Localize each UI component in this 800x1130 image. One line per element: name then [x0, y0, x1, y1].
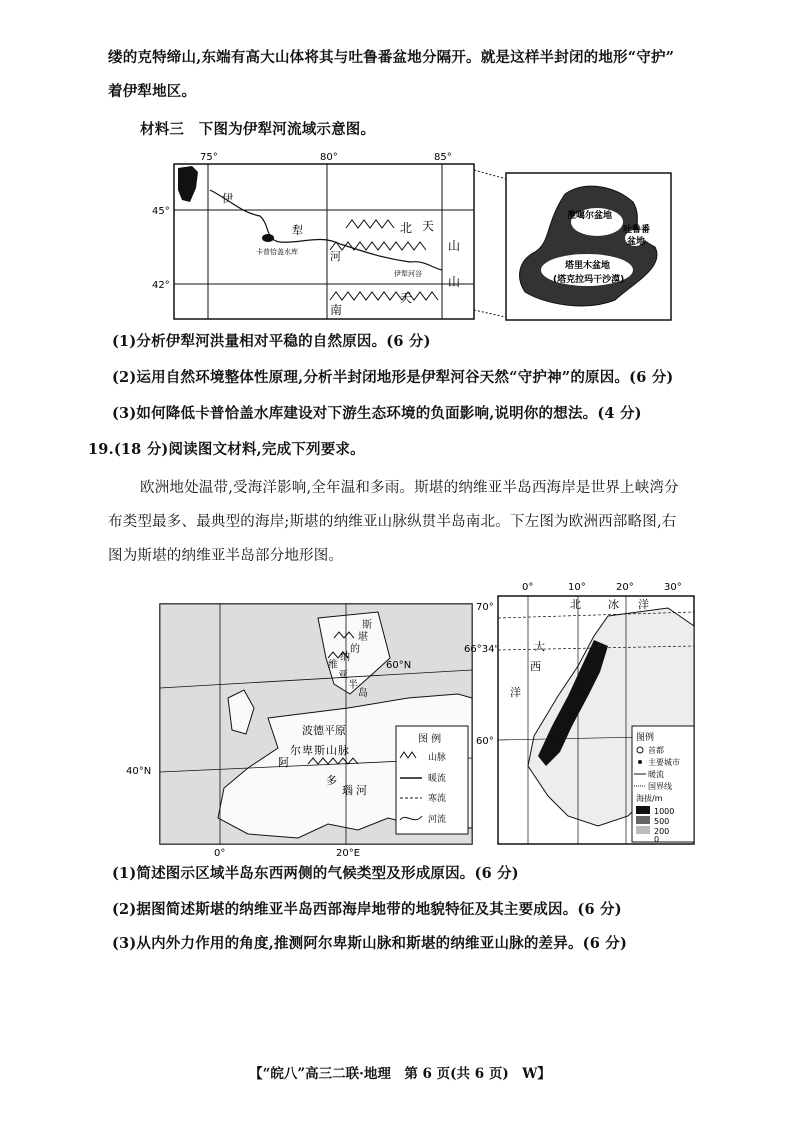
lon-0: 0°: [214, 848, 226, 859]
lat-42: 42°: [152, 280, 170, 291]
label-bei: 卑: [302, 744, 313, 757]
label-reservoir: 卡普恰盖水库: [256, 248, 298, 256]
label-bing: 冰: [608, 598, 619, 611]
q19-header: 19.(18 分)阅读图文材料,完成下列要求。: [88, 441, 365, 458]
label-junggar: 准噶尔盆地: [567, 211, 613, 221]
scandinavia-map: [464, 576, 700, 848]
label-li: 犁: [292, 224, 303, 237]
legend-mountain: 山脉: [428, 753, 447, 763]
europe-map-legend: [396, 726, 468, 834]
lon-10: 10°: [568, 582, 586, 593]
label-ya: 亚: [338, 670, 348, 681]
label-si: 斯: [362, 620, 372, 631]
lat-60: 60°: [476, 736, 494, 747]
q19-para-2: 布类型最多、最典型的海岸;斯堪的纳维亚山脉纵贯半岛南北。下左图为欧洲西部略图,右: [108, 514, 677, 530]
q19-para-1: 欧洲地处温带,受海洋影响,全年温和多雨。斯堪的纳维亚半岛西海岸是世界上峡湾分: [140, 480, 679, 496]
label-polish-plain: 波德平原: [302, 724, 346, 737]
legend-river: 河流: [428, 815, 447, 825]
label-kan: 堪: [358, 632, 368, 643]
q19-3: (3)从内外力作用的角度,推测阿尔卑斯山脉和斯堪的纳维亚山脉的差异。(6 分): [112, 935, 628, 952]
intro-line-2: 着伊犁地区。: [108, 83, 197, 100]
label-na: 纳: [340, 652, 350, 663]
label-he: 河: [330, 250, 341, 263]
q18-2: (2)运用自然环境整体性原理,分析半封闭地形是伊犁河谷天然“守护神”的原因。(6 分): [112, 369, 674, 386]
label-nao: 瑙: [342, 784, 353, 797]
western-europe-map: [128, 598, 478, 860]
elev-0: 0: [654, 835, 660, 844]
lon-30: 30°: [664, 582, 682, 593]
label-a: 阿: [278, 756, 289, 769]
label-si2: 斯: [314, 744, 325, 757]
legend-border: 国界线: [648, 782, 672, 791]
elev-swatch-500: [636, 816, 650, 824]
intro-line-1: 缕的克特缔山,东端有高大山体将其与吐鲁番盆地分隔开。就是这样半封闭的地形“守护”: [108, 49, 675, 66]
lat-70: 70°: [476, 602, 494, 613]
q18-1: (1)分析伊犁河洪量相对平稳的自然原因。(6 分): [112, 333, 431, 350]
scandinavia-legend: [632, 726, 694, 844]
label-ili-valley: 伊犁河谷: [394, 270, 422, 278]
lat-60n: 60°N: [386, 660, 412, 671]
lon-0-scan: 0°: [522, 582, 534, 593]
q19-2: (2)据图简述斯堪的纳维亚半岛西部海岸地带的地貌特征及其主要成因。(6 分): [112, 901, 622, 918]
label-he2: 河: [356, 784, 367, 797]
label-turpan: 吐鲁番: [623, 225, 651, 235]
legend-capital: 首都: [648, 746, 664, 755]
elev-1000: 1000: [654, 807, 675, 816]
legend-title-scan: 图例: [636, 733, 655, 743]
label-xi: 西: [530, 660, 541, 673]
label-da: 大: [534, 640, 545, 653]
label-shan: 山: [326, 744, 337, 757]
label-bei-ocean: 北: [570, 598, 581, 611]
label-nan: 南: [330, 303, 343, 317]
label-taklamakan: (塔克拉玛干沙漠): [553, 275, 625, 285]
label-ban: 半: [348, 680, 358, 691]
elev-swatch-1000: [636, 806, 650, 814]
legend-warm: 暖流: [428, 774, 447, 784]
label-dao: 岛: [358, 688, 368, 699]
q19-1: (1)简述图示区域半岛东西两侧的气候类型及形成原因。(6 分): [112, 865, 519, 882]
label-yang2: 洋: [510, 686, 521, 699]
lat-40n: 40°N: [126, 766, 152, 777]
q18-3: (3)如何降低卡普恰盖水库建设对下游生态环境的负面影响,说明你的想法。(4 分): [112, 405, 642, 422]
label-bei: 北: [400, 221, 413, 235]
lon-75: 75°: [200, 152, 218, 163]
lon-85: 85°: [434, 152, 452, 163]
page-footer: 【“皖八”高三二联·地理 第 6 页(共 6 页) W】: [249, 1066, 551, 1082]
lon-20: 20°: [616, 582, 634, 593]
label-tian-1: 天: [422, 219, 435, 233]
label-yi: 伊: [222, 192, 233, 205]
legend-warm-scan: 暖流: [648, 770, 664, 779]
label-tarim: 塔里木盆地: [565, 261, 611, 271]
label-mai: 脉: [338, 744, 349, 757]
legend-title: 图 例: [418, 734, 442, 745]
material3-heading: 材料三 下图为伊犁河流域示意图。: [140, 121, 376, 138]
q19-para-3: 图为斯堪的纳维亚半岛部分地形图。: [108, 548, 344, 564]
label-shan-2: 山: [448, 275, 461, 289]
lat-66-34: 66°34': [464, 644, 498, 655]
elev-swatch-200: [636, 826, 650, 834]
kapchagay-reservoir: [262, 234, 274, 242]
label-tian-2: 天: [400, 291, 413, 305]
lat-45: 45°: [152, 206, 170, 217]
elev-200: 200: [654, 827, 670, 836]
elev-500: 500: [654, 817, 670, 826]
label-wei: 维: [328, 660, 338, 671]
label-yang: 洋: [638, 598, 649, 611]
label-duo: 多: [326, 774, 337, 787]
legend-elevation: 海拔/m: [636, 794, 663, 803]
label-shan-1: 山: [448, 239, 461, 253]
lon-20e: 20°E: [336, 848, 361, 859]
lon-80: 80°: [320, 152, 338, 163]
ili-river-map: [152, 150, 490, 322]
legend-city: 主要城市: [648, 758, 680, 767]
label-er: 尔: [290, 744, 301, 757]
xinjiang-inset-map: [505, 172, 673, 322]
label-de: 的: [350, 644, 360, 655]
legend-cold: 寒流: [428, 794, 447, 804]
label-basin: 盆地: [627, 237, 646, 247]
city-icon: [638, 760, 642, 764]
